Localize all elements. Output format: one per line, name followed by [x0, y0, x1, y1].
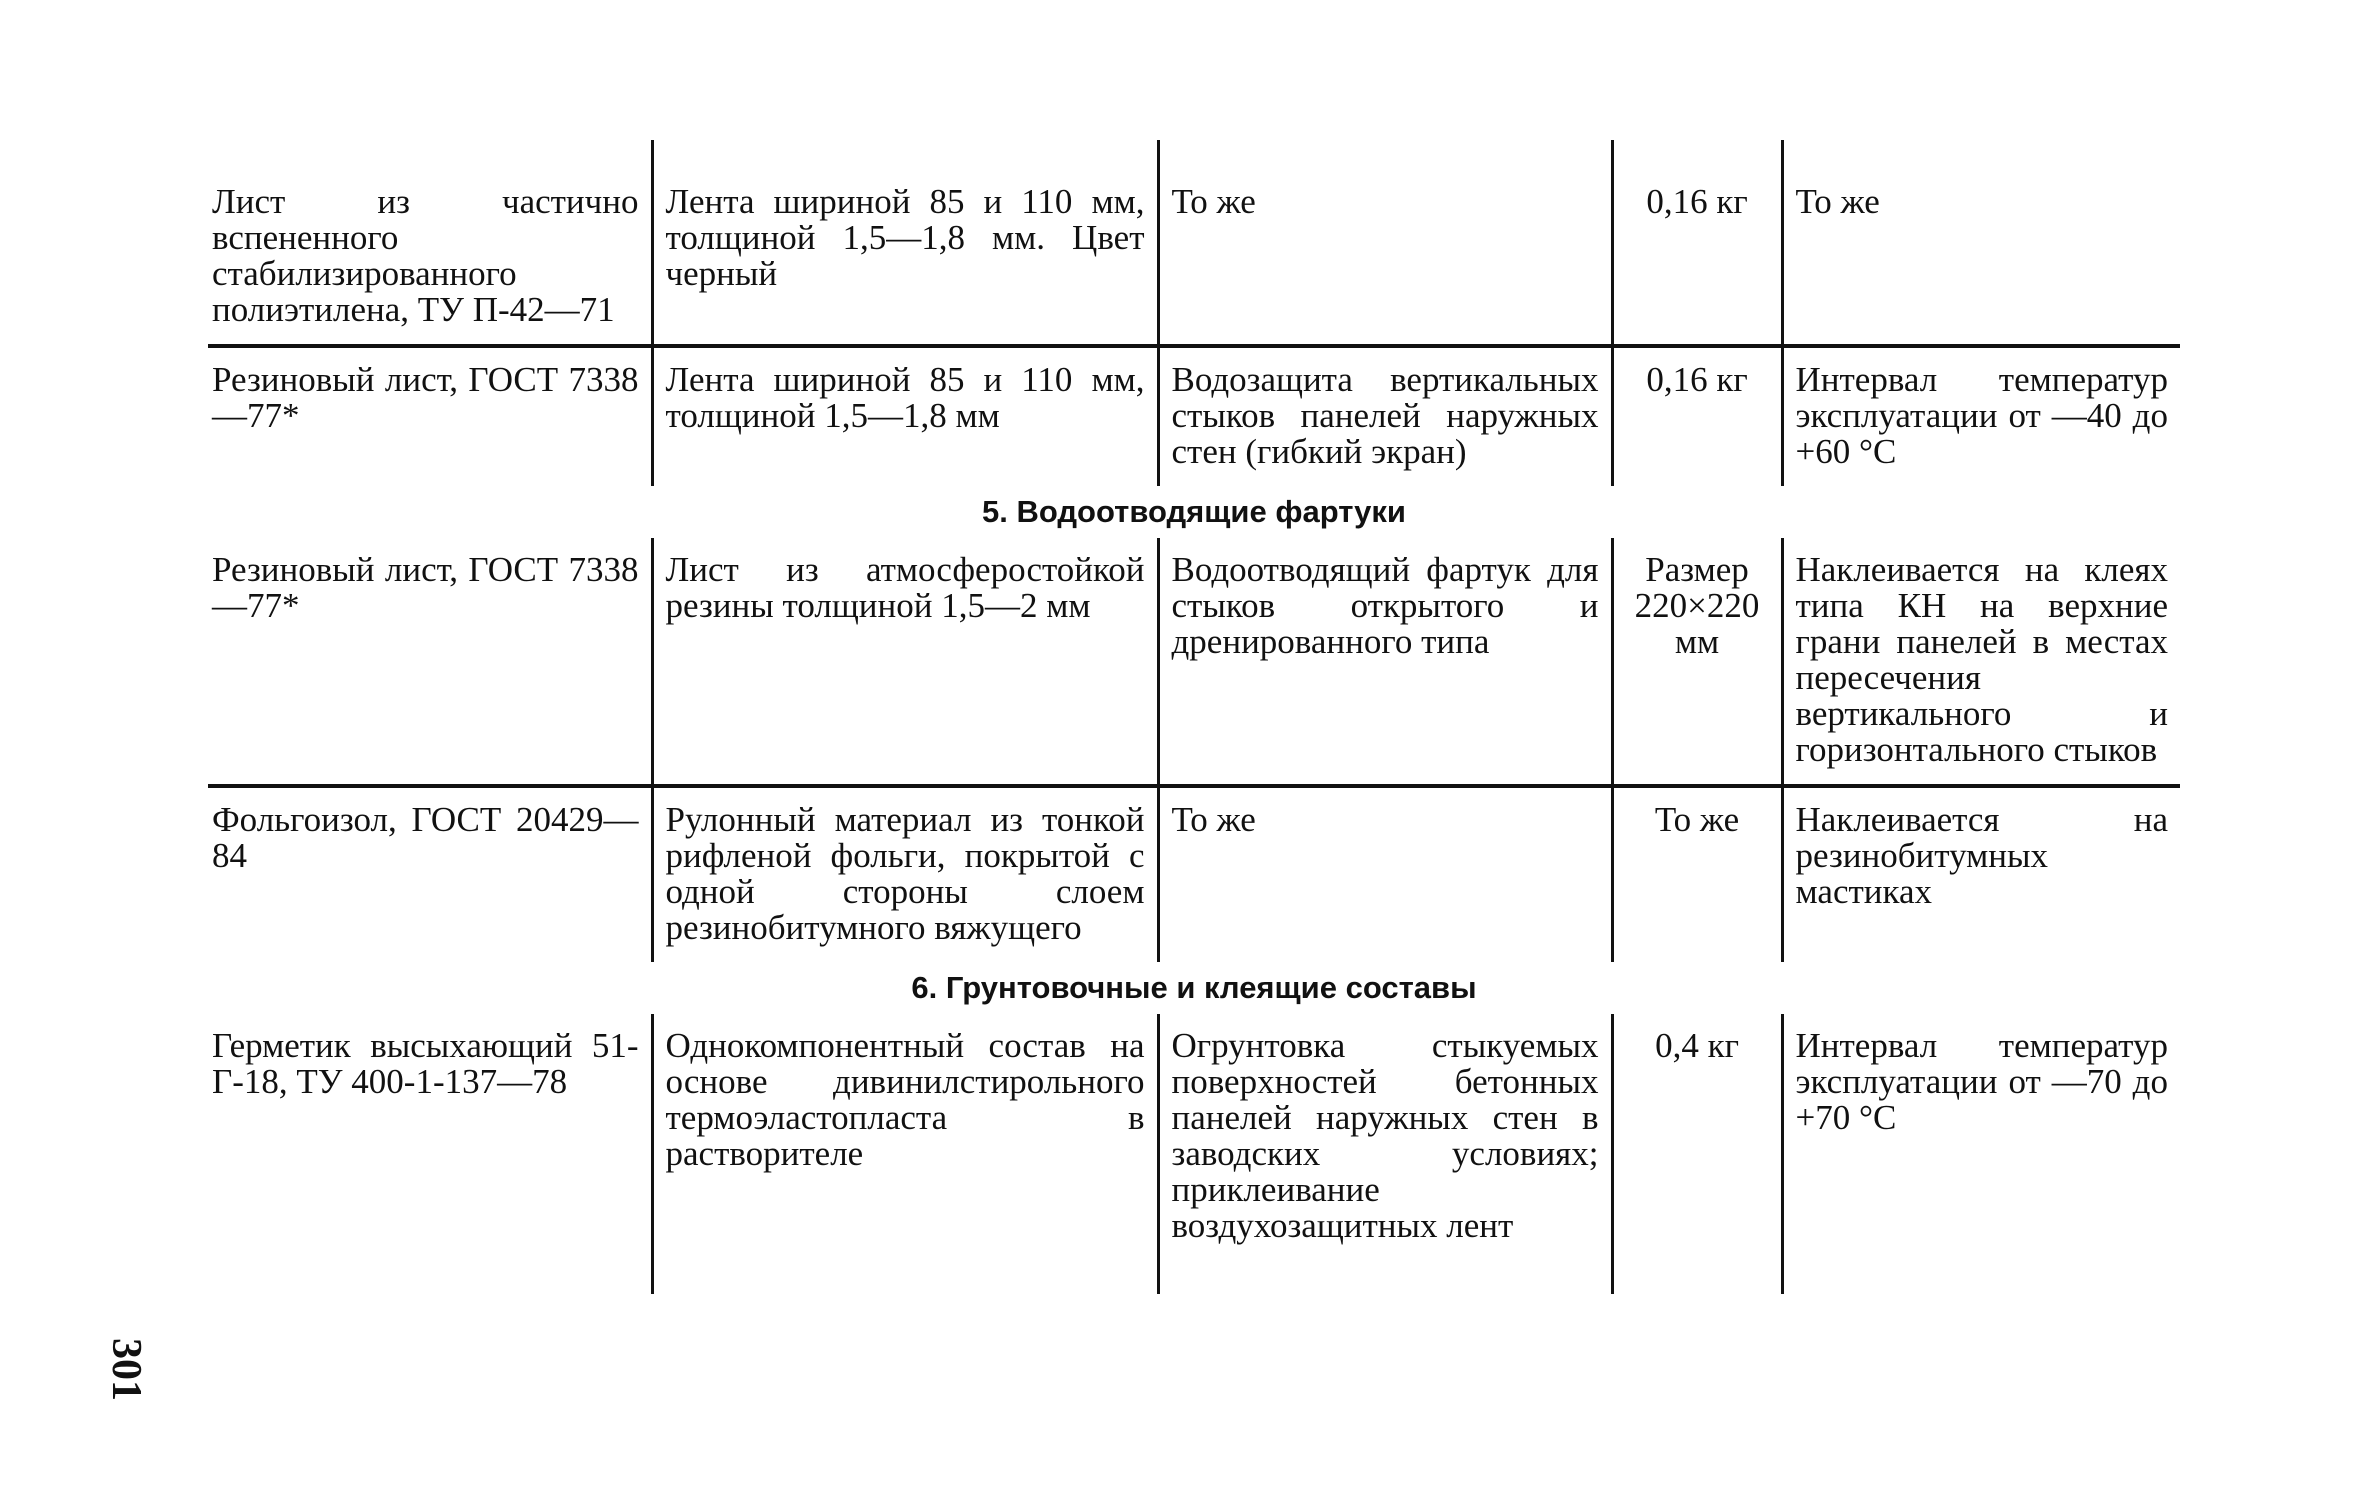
section-heading-row — [208, 962, 2180, 1014]
quantity-cell: 0,4 кг — [1612, 1014, 1782, 1294]
purpose-cell: Водозащита вертикальных стыков панелей наружных стен (гибкий экран) — [1158, 346, 1612, 486]
section-title: 5. Водоотводящие фартуки — [981, 494, 1406, 529]
page-number: 301 — [103, 1338, 149, 1401]
notes-cell: Интервал температур эксплуатации от —40 до +60 °С — [1782, 346, 2180, 486]
form-cell: Лента шириной 85 и 110 мм, толщиной 1,5—1,8 мм — [652, 346, 1158, 486]
material-cell: Герметик высыхающий 51-Г-18, ТУ 400-1-137—78 — [212, 1026, 639, 1101]
material-cell: Фольгоизол, ГОСТ 20429—84 — [208, 786, 652, 962]
notes-cell: То же — [1782, 140, 2180, 346]
quantity-cell: То же — [1612, 786, 1782, 962]
material-cell: Резиновый лист, ГОСТ 7338—77* — [212, 550, 639, 625]
purpose-cell: Огрунтовка стыкуемых поверхностей бетонных панелей наружных стен в заводских условиях; приклеивание воздухозащитных лент — [1158, 1014, 1612, 1294]
table-row — [208, 538, 2180, 786]
form-cell: Лист из атмосферостойкой резины толщиной 1,5—2 мм — [652, 538, 1158, 786]
section-heading-row — [208, 486, 2180, 538]
materials-table — [208, 140, 2180, 1294]
table-row — [208, 140, 2180, 346]
section-title: 6. Грунтовочные и клеящие составы — [911, 970, 1477, 1005]
purpose-cell: То же — [1158, 140, 1612, 346]
quantity-cell: 0,16 кг — [1612, 140, 1782, 346]
quantity-cell: 0,16 кг — [1612, 346, 1782, 486]
table-row — [208, 786, 2180, 962]
notes-cell: Интервал температур эксплуатации от —70 до +70 °С — [1782, 1014, 2180, 1294]
table-row — [208, 346, 2180, 486]
purpose-cell: Водоотводящий фартук для стыков открытого и дренированного типа — [1158, 538, 1612, 786]
form-cell: Однокомпонентный состав на основе дивинилстирольного термоэластопласта в растворителе — [652, 1014, 1158, 1294]
material-cell: Резиновый лист, ГОСТ 7338—77* — [208, 346, 652, 486]
quantity-cell: Размер 220×220 мм — [1612, 538, 1782, 786]
notes-cell: Наклеивается на резинобитумных мастиках — [1782, 786, 2180, 962]
purpose-cell: То же — [1158, 786, 1612, 962]
form-cell: Рулонный материал из тонкой рифленой фольги, покрытой с одной стороны слоем резинобитумного вяжущего — [652, 786, 1158, 962]
material-cell: Лист из частично вспененного стабилизированного полиэтилена, ТУ П-42—71 — [212, 182, 639, 329]
form-cell: Лента шириной 85 и 110 мм, толщиной 1,5—1,8 мм. Цвет черный — [652, 140, 1158, 346]
notes-cell: Наклеивается на клеях типа КН на верхние грани панелей в местах пересечения вертикального и горизонтального стыков — [1782, 538, 2180, 786]
table-row — [208, 1014, 2180, 1294]
